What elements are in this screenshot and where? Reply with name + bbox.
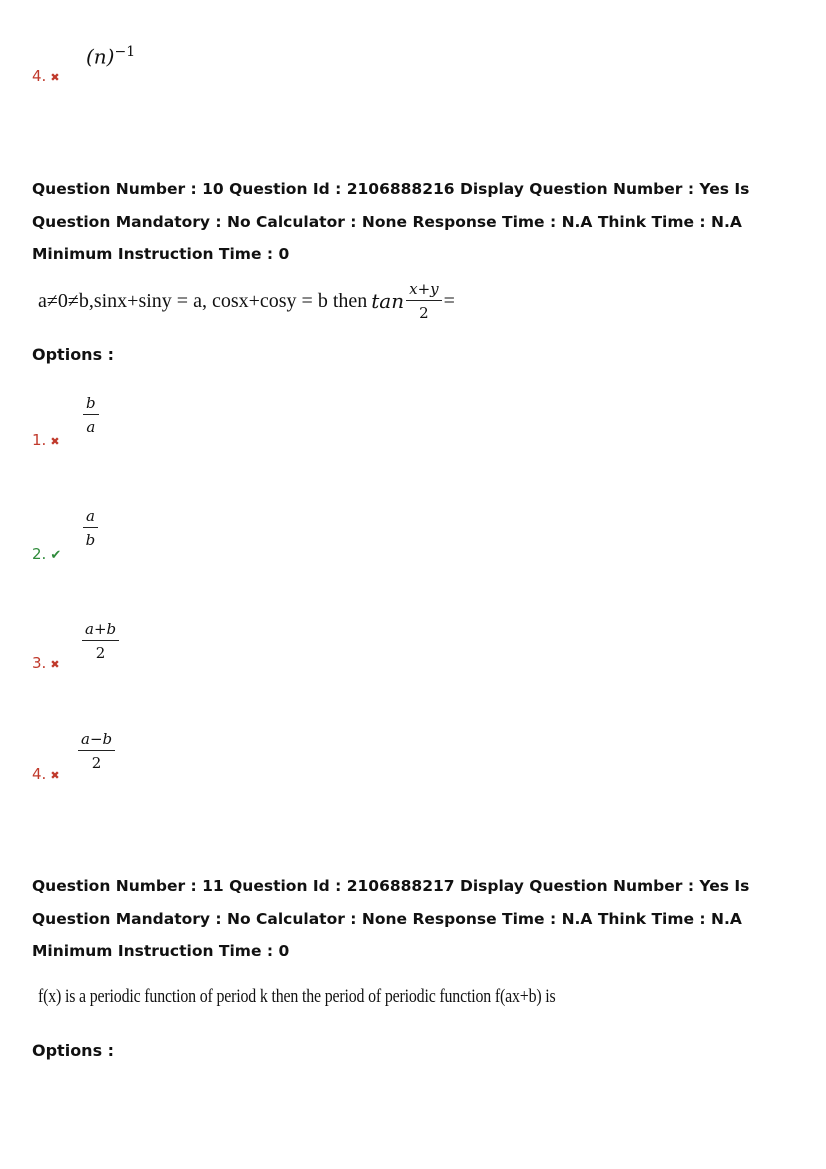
expression-base: (n): [86, 44, 115, 69]
question-10-text: [38, 276, 455, 326]
prev-option-4-expression: [86, 44, 135, 69]
q10-option-2[interactable]: [32, 544, 61, 563]
question-11-text: f(x) is a periodic function of period k then the period of periodic function f(ax+b) is: [38, 987, 556, 1007]
fraction-numerator: a: [83, 507, 98, 528]
option-number: 3.: [32, 654, 47, 672]
option-number: 4.: [32, 67, 47, 85]
q10-option-1[interactable]: [32, 430, 60, 449]
wrong-mark-icon: ✖: [50, 435, 60, 448]
fraction-numerator: a−b: [78, 730, 115, 751]
wrong-mark-icon: ✖: [50, 71, 60, 84]
fraction-denominator: b: [85, 531, 96, 549]
wrong-mark-icon: ✖: [50, 769, 60, 782]
q10-option-3[interactable]: [32, 653, 60, 672]
fraction-denominator: a: [86, 418, 96, 436]
question-10-suffix: =: [443, 289, 455, 312]
q10-option-1-fraction: [83, 394, 99, 436]
question-10-tan: tan: [371, 289, 405, 313]
expression-exponent: −1: [114, 44, 136, 60]
question-10-prefix: a≠0≠b,sinx+siny = a, cosx+cosy = b then: [38, 289, 368, 312]
fraction-numerator: b: [83, 394, 99, 415]
prev-option-4: [32, 66, 60, 85]
question-11-options-label: Options :: [32, 1041, 115, 1060]
fraction-denominator: 2: [91, 754, 102, 772]
option-number: 1.: [32, 431, 47, 449]
fraction-numerator: x+y: [406, 280, 442, 301]
fraction-numerator: a+b: [82, 620, 119, 641]
question-10-options-label: Options :: [32, 345, 115, 364]
question-11-meta: Question Number : 11 Question Id : 2106888217 Display Question Number : Yes Is Question Mandatory : No Calculator : None Response Time : N.A Think Time : N.A Minimum Instruction Time : 0: [32, 877, 750, 960]
q10-option-3-fraction: [82, 620, 119, 662]
q10-option-2-fraction: [83, 507, 98, 549]
question-10-fraction: [406, 280, 442, 322]
fraction-denominator: 2: [95, 644, 106, 662]
option-number: 2.: [32, 545, 47, 563]
q10-option-4-fraction: [78, 730, 115, 772]
option-number: 4.: [32, 765, 47, 783]
question-10-meta: Question Number : 10 Question Id : 2106888216 Display Question Number : Yes Is Question Mandatory : No Calculator : None Response Time : N.A Think Time : N.A Minimum Instruction Time : 0: [32, 180, 750, 263]
correct-check-icon: ✔: [50, 548, 62, 563]
fraction-denominator: 2: [419, 304, 429, 322]
wrong-mark-icon: ✖: [50, 658, 60, 671]
q10-option-4[interactable]: [32, 764, 60, 783]
